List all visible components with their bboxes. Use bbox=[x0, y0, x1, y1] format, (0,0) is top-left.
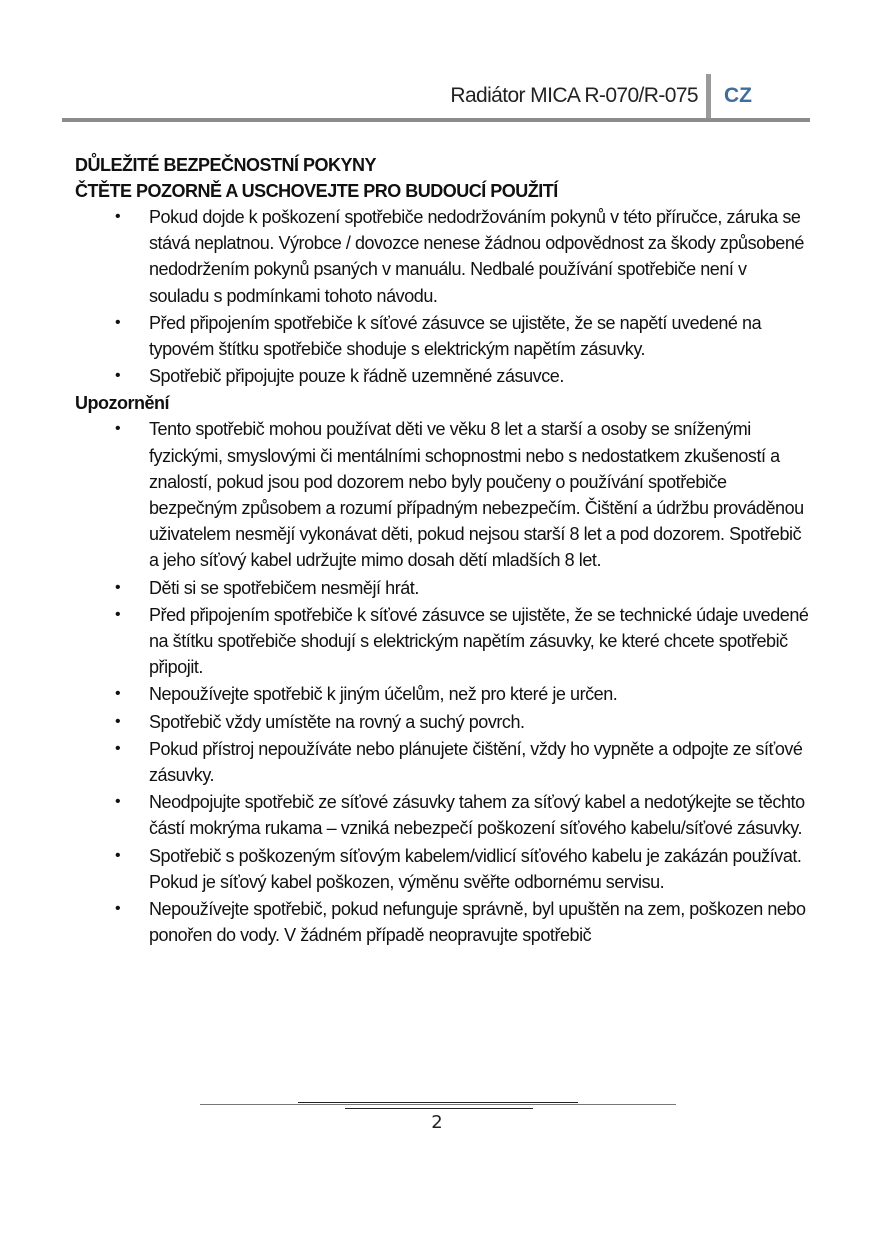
section-heading: DŮLEŽITÉ BEZPEČNOSTNÍ POKYNY bbox=[75, 155, 377, 175]
section-subheading: ČTĚTE POZORNĚ A USCHOVEJTE PRO BUDOUCÍ POUŽITÍ bbox=[75, 181, 558, 201]
list-item-text: Spotřebič vždy umístěte na rovný a suchý povrch. bbox=[149, 711, 525, 732]
bullet-icon: • bbox=[115, 846, 121, 864]
footer-rule bbox=[345, 1108, 533, 1109]
list-item-text: Tento spotřebič mohou používat děti ve věku 8 let a starší a osoby se sníženými fyzickými, smyslovými či mentálními schopnostmi nebo s nedostatkem zkušeností a znalostí, pokud jsou pod dozorem nebo byly poučeny o používání spotřebiče bezpečným způsobem a rozumí případným nebezpečím. Čištění a údržbu prováděnou uživatelem nesmějí vykonávat děti, pokud nejsou starší 8 let a pod dozorem. Spotřebič a jeho síťový kabel udržujte mimo dosah dětí mladších 8 let. bbox=[149, 419, 804, 571]
list-item bbox=[75, 363, 810, 389]
warnings-list bbox=[75, 416, 810, 948]
footer-rule bbox=[298, 1102, 578, 1103]
list-item-text: Děti si se spotřebičem nesmějí hrát. bbox=[149, 577, 419, 598]
list-item-text: Spotřebič s poškozeným síťovým kabelem/vidlicí síťového kabelu je zakázán používat. Pokud je síťový kabel poškozen, výměnu svěřte odbornému servisu. bbox=[149, 845, 802, 892]
warnings-heading: Upozornění bbox=[75, 393, 169, 414]
list-item-text: Nepoužívejte spotřebič k jiným účelům, než pro které je určen. bbox=[149, 684, 618, 705]
bullet-icon: • bbox=[115, 313, 121, 331]
header-rule bbox=[62, 118, 810, 122]
header-separator bbox=[706, 74, 711, 120]
page-number: 2 bbox=[431, 1112, 443, 1133]
list-item-text: Pokud dojde k poškození spotřebiče nedodržováním pokynů v této příručce, záruka se stává neplatnou. Výrobce / dovozce nenese žádnou odpovědnost za škody způsobené nedodržením pokynů psaných v manuálu. Nedbalé používání spotřebiče není v souladu s podmínkami tohoto návodu. bbox=[149, 207, 804, 306]
list-item-text: Před připojením spotřebiče k síťové zásuvce se ujistěte, že se napětí uvedené na typovém štítku spotřebiče shoduje s elektrickým napětím zásuvky. bbox=[149, 312, 762, 360]
bullet-icon: • bbox=[115, 712, 121, 730]
list-item bbox=[75, 681, 810, 707]
language-code: CZ bbox=[724, 84, 752, 107]
list-item bbox=[75, 896, 810, 948]
page-content bbox=[75, 152, 810, 949]
bullet-icon: • bbox=[115, 685, 121, 703]
page-header bbox=[0, 0, 874, 125]
list-item bbox=[75, 204, 810, 309]
list-item bbox=[75, 310, 810, 362]
bullet-icon: • bbox=[115, 900, 121, 918]
list-item bbox=[75, 789, 810, 841]
bullet-icon: • bbox=[115, 605, 121, 623]
list-item bbox=[75, 602, 810, 681]
bullet-icon: • bbox=[115, 739, 121, 757]
footer-rule bbox=[200, 1104, 676, 1105]
list-item-text: Nepoužívejte spotřebič, pokud nefunguje správně, byl upuštěn na zem, poškozen nebo ponořen do vody. V žádném případě neopravujte spotřebič bbox=[149, 899, 806, 946]
list-item-text: Pokud přístroj nepoužíváte nebo plánujete čištění, vždy ho vypněte a odpojte ze síťové zásuvky. bbox=[149, 738, 803, 786]
bullet-icon: • bbox=[115, 367, 121, 385]
list-item bbox=[75, 736, 810, 788]
list-item bbox=[75, 843, 810, 895]
safety-list bbox=[75, 204, 810, 389]
bullet-icon: • bbox=[115, 793, 121, 811]
list-item-text: Neodpojujte spotřebič ze síťové zásuvky tahem za síťový kabel a nedotýkejte se těchto částí mokrýma rukama – vzniká nebezpečí poškození síťového kabelu/síťové zásuvky. bbox=[149, 792, 805, 839]
list-item bbox=[75, 416, 810, 573]
document-title: Radiátor MICA R-070/R-075 bbox=[450, 84, 698, 107]
list-item-text: Spotřebič připojujte pouze k řádně uzemněné zásuvce. bbox=[149, 366, 564, 387]
list-item bbox=[75, 575, 810, 601]
bullet-icon: • bbox=[115, 208, 121, 225]
list-item bbox=[75, 709, 810, 735]
bullet-icon: • bbox=[115, 578, 121, 596]
list-item-text: Před připojením spotřebiče k síťové zásuvce se ujistěte, že se technické údaje uvedené na štítku spotřebiče shodují s elektrickým napětím zásuvky, ke které chcete spotřebič připojit. bbox=[149, 604, 809, 678]
bullet-icon: • bbox=[115, 420, 121, 438]
